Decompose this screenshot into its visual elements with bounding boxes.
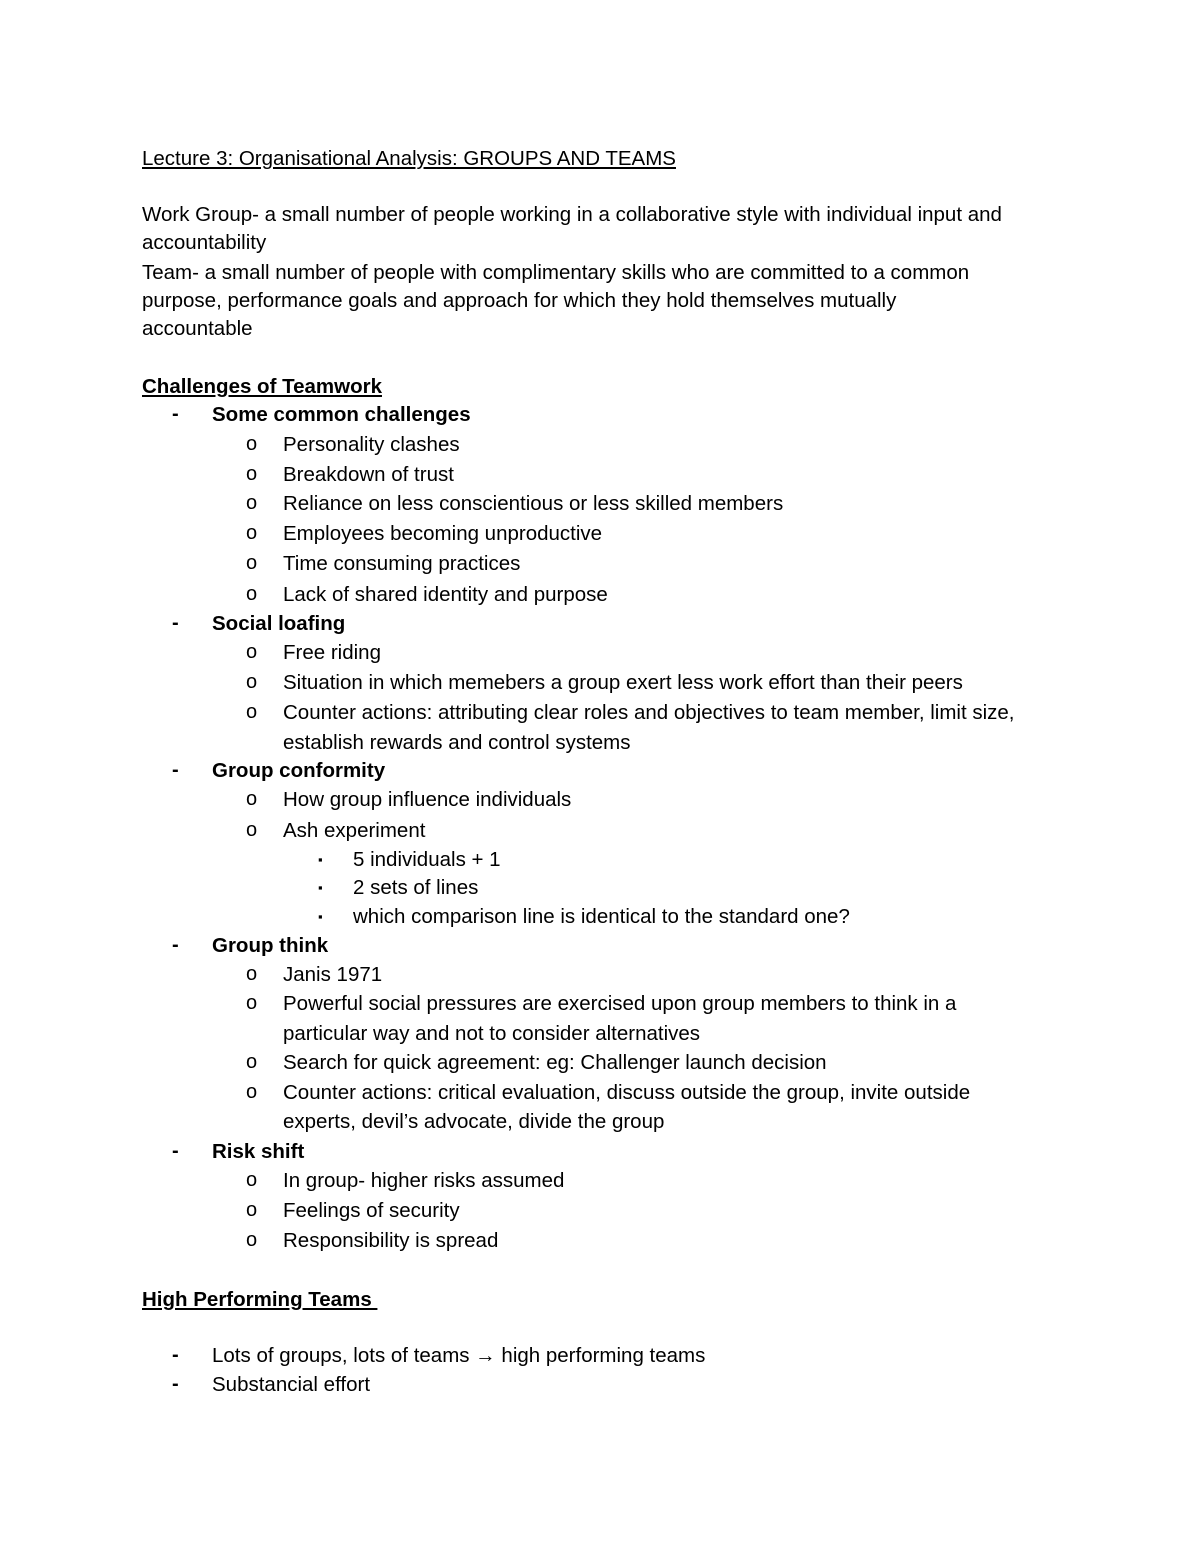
- list-item: Ash experiment: [283, 819, 426, 842]
- risk-shift-label: Risk shift: [212, 1140, 305, 1163]
- list-item: In group- higher risks assumed: [283, 1169, 565, 1192]
- circle-bullet: o: [246, 819, 258, 841]
- list-item: Situation in which memebers a group exert less work effort than their peers: [283, 671, 963, 694]
- list-item: 2 sets of lines: [353, 876, 479, 899]
- circle-bullet: o: [246, 463, 258, 485]
- dash-bullet: -: [172, 403, 179, 425]
- square-bullet: ▪: [318, 852, 323, 867]
- circle-bullet: o: [246, 1169, 258, 1191]
- list-item: Responsibility is spread: [283, 1229, 499, 1252]
- team-definition: Team- a small number of people with complimentary skills who are committed to a common: [142, 261, 970, 284]
- list-item: Janis 1971: [283, 963, 383, 986]
- dash-bullet: -: [172, 612, 179, 634]
- circle-bullet: o: [246, 701, 258, 723]
- item-text: Lots of groups, lots of teams: [212, 1344, 476, 1367]
- list-item: Powerful social pressures are exercised upon group members to think in a: [283, 992, 957, 1015]
- list-item: Employees becoming unproductive: [283, 522, 603, 545]
- list-item: How group influence individuals: [283, 788, 572, 811]
- list-item: Feelings of security: [283, 1199, 460, 1222]
- list-item-cont: establish rewards and control systems: [283, 731, 631, 754]
- list-item: Time consuming practices: [283, 552, 521, 575]
- circle-bullet: o: [246, 583, 258, 605]
- list-item: Breakdown of trust: [283, 463, 454, 486]
- team-definition-cont: accountable: [142, 317, 253, 340]
- team-definition-cont: purpose, performance goals and approach for which they hold themselves mutually: [142, 289, 897, 312]
- group-conformity-label: Group conformity: [212, 759, 386, 782]
- square-bullet: ▪: [318, 909, 323, 924]
- list-item: Free riding: [283, 641, 381, 664]
- dash-bullet: -: [172, 1344, 179, 1366]
- circle-bullet: o: [246, 671, 258, 693]
- circle-bullet: o: [246, 641, 258, 663]
- list-item: Reliance on less conscientious or less skilled members: [283, 492, 784, 515]
- dash-bullet: -: [172, 934, 179, 956]
- high-performing-item: [212, 1341, 705, 1370]
- challenges-heading: Challenges of Teamwork: [142, 375, 382, 398]
- circle-bullet: o: [246, 522, 258, 544]
- list-item-cont: experts, devil’s advocate, divide the group: [283, 1110, 665, 1133]
- high-performing-heading: High Performing Teams: [142, 1288, 378, 1311]
- dash-bullet: -: [172, 1373, 179, 1395]
- circle-bullet: o: [246, 1051, 258, 1073]
- dash-bullet: -: [172, 1140, 179, 1162]
- list-item: 5 individuals + 1: [353, 848, 501, 871]
- list-item: Counter actions: attributing clear roles and objectives to team member, limit size,: [283, 701, 1015, 724]
- list-item: Search for quick agreement: eg: Challenger launch decision: [283, 1051, 827, 1074]
- group-think-label: Group think: [212, 934, 329, 957]
- circle-bullet: o: [246, 1199, 258, 1221]
- circle-bullet: o: [246, 788, 258, 810]
- list-item-cont: particular way and not to consider alternatives: [283, 1022, 701, 1045]
- circle-bullet: o: [246, 992, 258, 1014]
- circle-bullet: o: [246, 492, 258, 514]
- item-text: high performing teams: [495, 1344, 706, 1367]
- list-item: which comparison line is identical to the standard one?: [353, 905, 850, 928]
- social-loafing-label: Social loafing: [212, 612, 346, 635]
- high-performing-item: Substancial effort: [212, 1373, 371, 1396]
- circle-bullet: o: [246, 963, 258, 985]
- dash-bullet: -: [172, 759, 179, 781]
- list-item: Lack of shared identity and purpose: [283, 583, 608, 606]
- list-item: Counter actions: critical evaluation, discuss outside the group, invite outside: [283, 1081, 971, 1104]
- list-item: Personality clashes: [283, 433, 460, 456]
- circle-bullet: o: [246, 433, 258, 455]
- page-title: Lecture 3: Organisational Analysis: GROUPS AND TEAMS: [142, 147, 676, 170]
- circle-bullet: o: [246, 552, 258, 574]
- right-arrow-icon: →: [475, 1344, 496, 1367]
- circle-bullet: o: [246, 1229, 258, 1251]
- work-group-definition-cont: accountability: [142, 231, 267, 254]
- circle-bullet: o: [246, 1081, 258, 1103]
- common-challenges-label: Some common challenges: [212, 403, 471, 426]
- square-bullet: ▪: [318, 880, 323, 895]
- work-group-definition: Work Group- a small number of people working in a collaborative style with individual input and: [142, 203, 1002, 226]
